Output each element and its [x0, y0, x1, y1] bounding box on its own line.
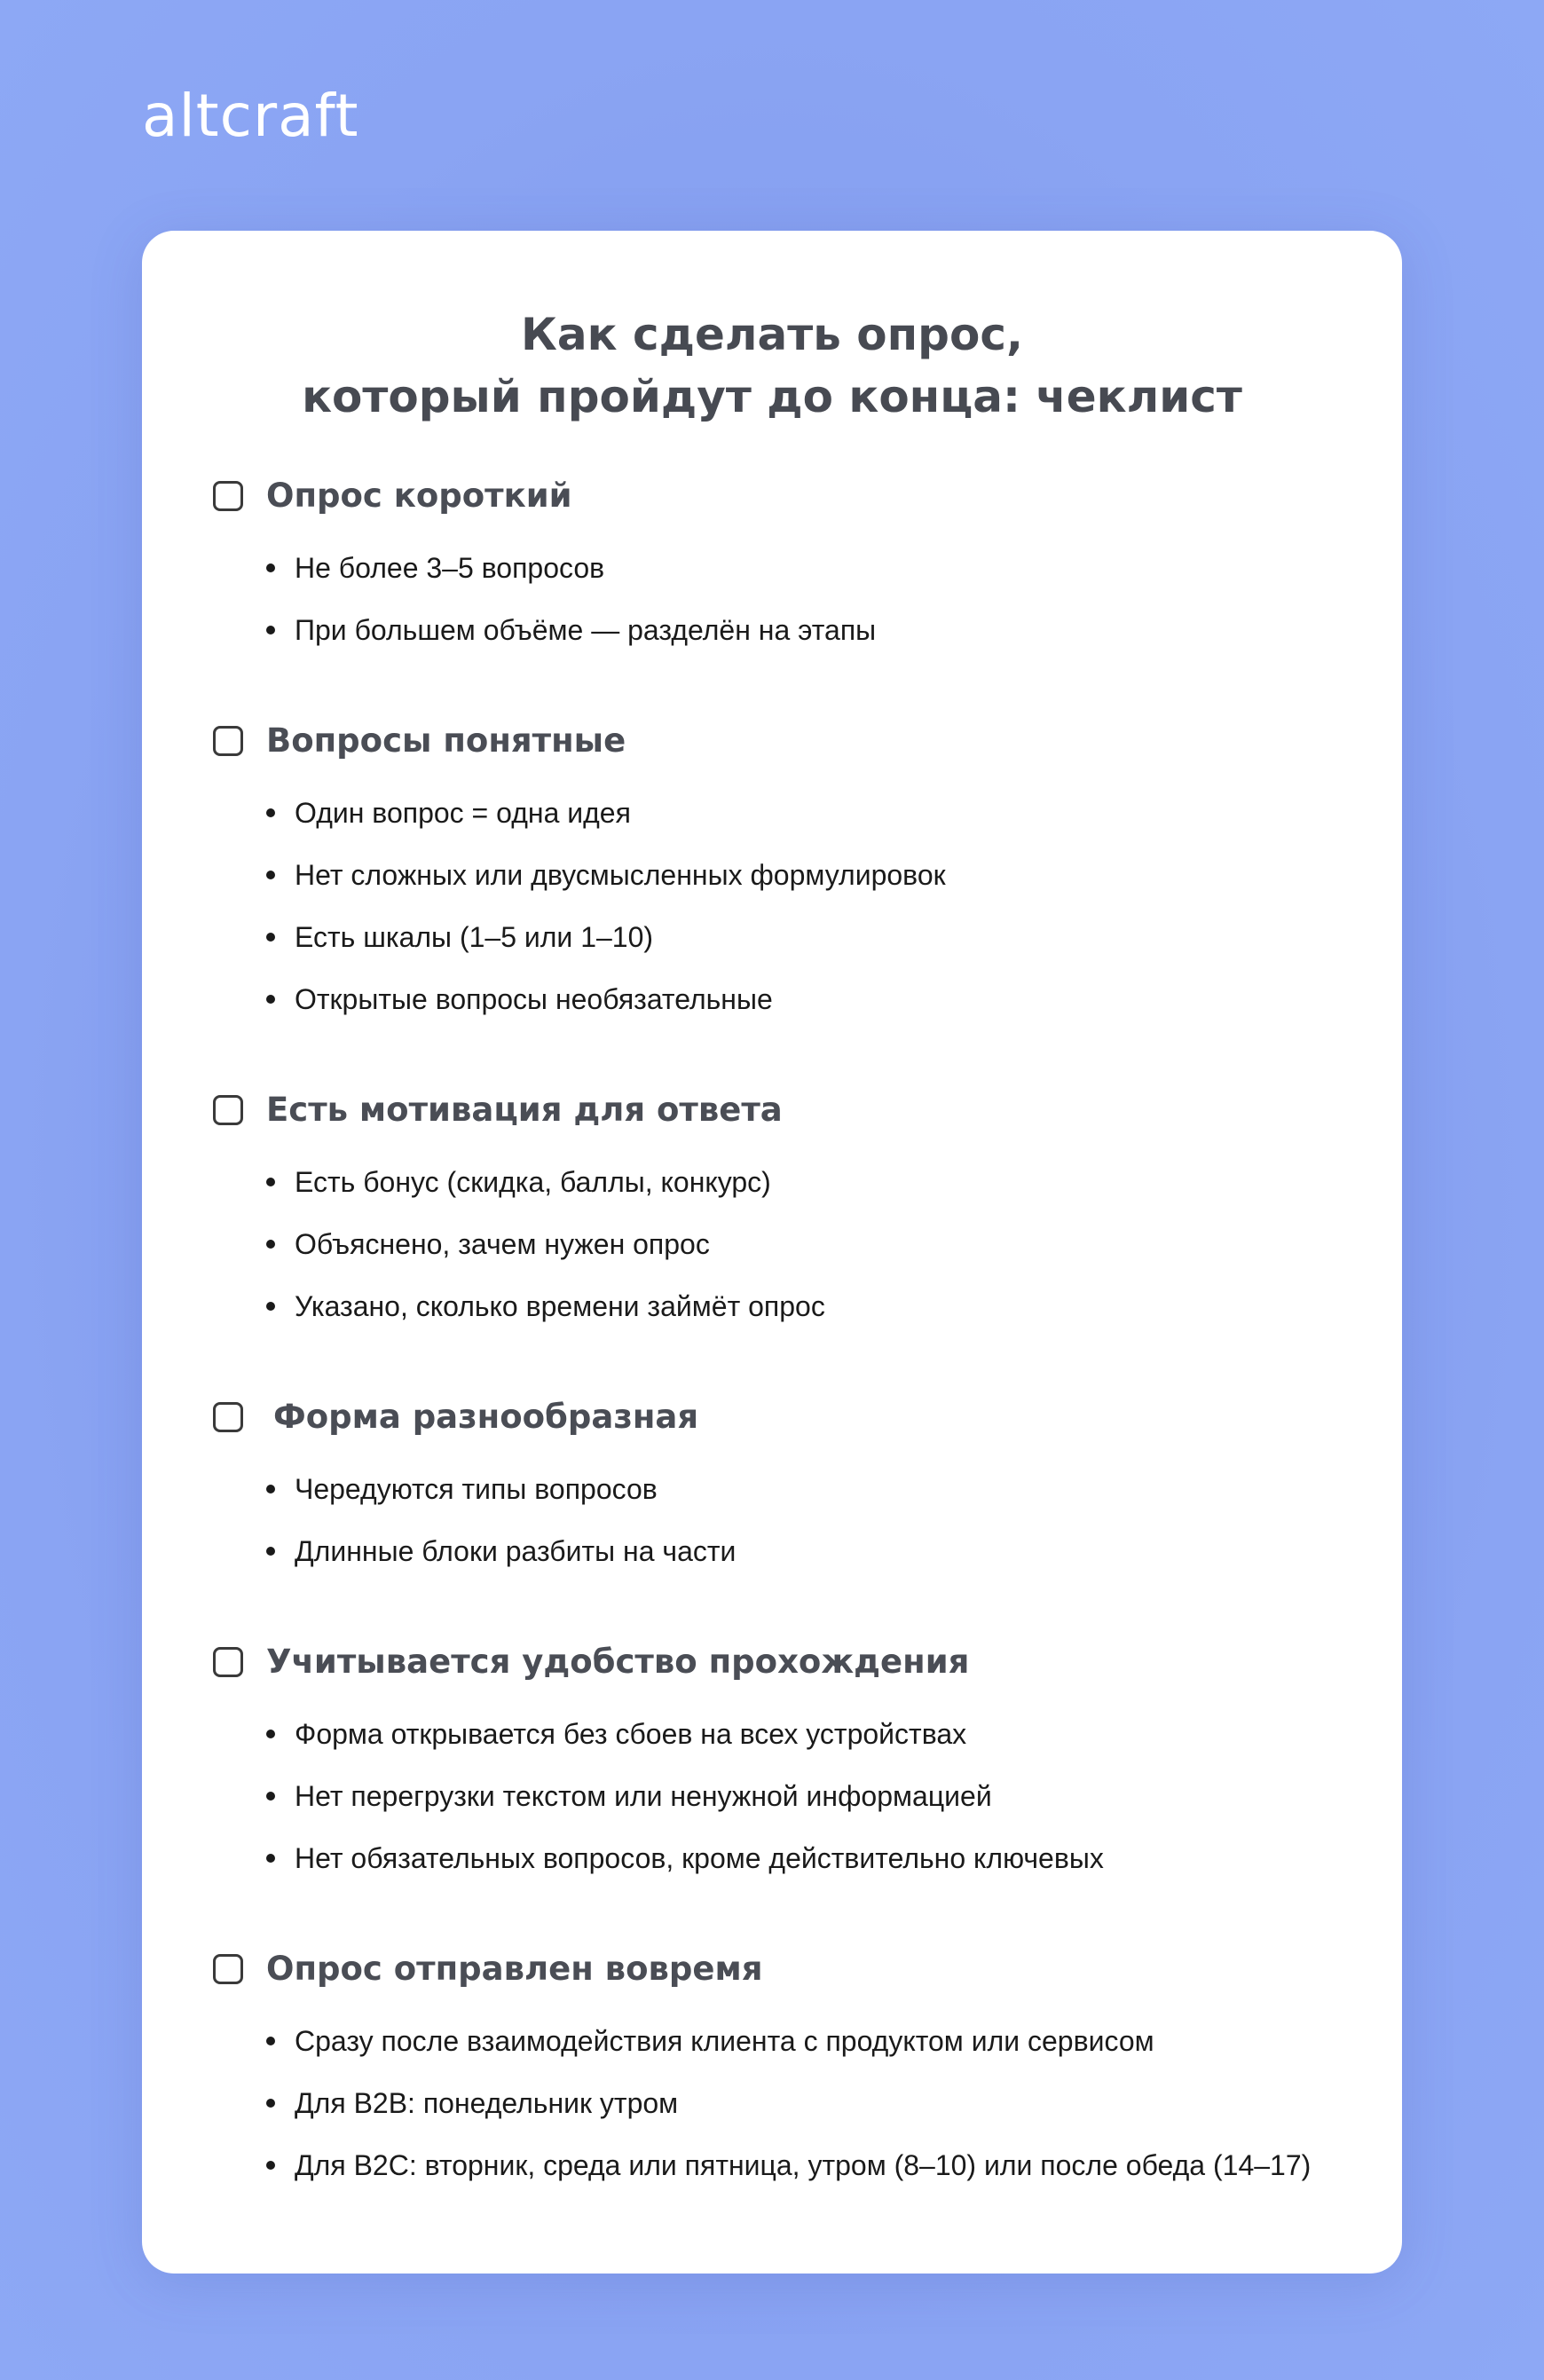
checklist-section-short: Опрос короткий Не более 3–5 вопросов При большем объёме — разделён на этапы: [142, 474, 1402, 518]
page-title: [142, 303, 1402, 428]
bullet-icon: [266, 1854, 275, 1863]
checklist-section-usability: Учитывается удобство прохождения Форма открывается без сбоев на всех устройствах Нет перегрузки текстом или ненужной информацией Нет обязательных вопросов, кроме действительно ключевых: [142, 1640, 1402, 1684]
section-heading: [142, 1395, 1402, 1439]
section-heading: [142, 474, 1402, 518]
bullet-icon: [266, 1485, 275, 1493]
section-title: Вопросы понятные: [266, 721, 626, 760]
section-title: Опрос короткий: [266, 477, 572, 515]
title-line: Как сделать опрос,: [521, 309, 1023, 360]
bullet-icon: [266, 1792, 275, 1801]
bullet-icon: [266, 1547, 275, 1556]
bullet-icon: [266, 626, 275, 634]
title-line: который пройдут до конца: чеклист: [302, 371, 1242, 422]
bullet-icon: [266, 1730, 275, 1738]
bullet-icon: [266, 1240, 275, 1249]
bullet-icon: [266, 871, 275, 879]
altcraft-logo: altcraft: [142, 82, 359, 150]
bullet-icon: [266, 808, 275, 817]
bullet-icon: [266, 933, 275, 942]
section-title: Опрос отправлен вовремя: [266, 1950, 763, 1988]
section-heading: [142, 1088, 1402, 1132]
checklist-section-timing: Опрос отправлен вовремя Сразу после взаимодействия клиента с продуктом или сервисом Для B2B: понедельник утром Для B2C: вторник, среда или пятница, утром (8–10) или после обеда (14–17): [142, 1947, 1402, 1991]
bullet-icon: [266, 1302, 275, 1311]
section-title: Учитывается удобство прохождения: [266, 1643, 970, 1681]
bullet-icon: [266, 995, 275, 1004]
checkbox[interactable]: [213, 1095, 243, 1125]
bullet-icon: [266, 2099, 275, 2108]
checklist-section-form: Форма разнообразная Чередуются типы вопросов Длинные блоки разбиты на части: [142, 1395, 1402, 1439]
section-heading: [142, 1947, 1402, 1991]
checkbox[interactable]: [213, 481, 243, 511]
bullet-icon: [266, 2037, 275, 2045]
checkbox[interactable]: [213, 1402, 243, 1432]
section-heading: [142, 1640, 1402, 1684]
checklist-section-clear: Вопросы понятные Один вопрос = одна идея Нет сложных или двусмысленных формулировок Есть шкалы (1–5 или 1–10) Открытые вопросы необязательные: [142, 719, 1402, 763]
section-heading: [142, 719, 1402, 763]
bullet-icon: [266, 2161, 275, 2170]
checklist-card: [142, 231, 1402, 2274]
checklist-section-motivation: Есть мотивация для ответа Есть бонус (скидка, баллы, конкурс) Объяснено, зачем нужен опрос Указано, сколько времени займёт опрос: [142, 1088, 1402, 1132]
checkbox[interactable]: [213, 1647, 243, 1677]
checkbox[interactable]: [213, 1954, 243, 1984]
section-title: Форма разнообразная: [273, 1398, 699, 1436]
section-title: Есть мотивация для ответа: [266, 1091, 783, 1129]
bullet-icon: [266, 563, 275, 572]
checkbox[interactable]: [213, 726, 243, 756]
bullet-icon: [266, 1178, 275, 1186]
